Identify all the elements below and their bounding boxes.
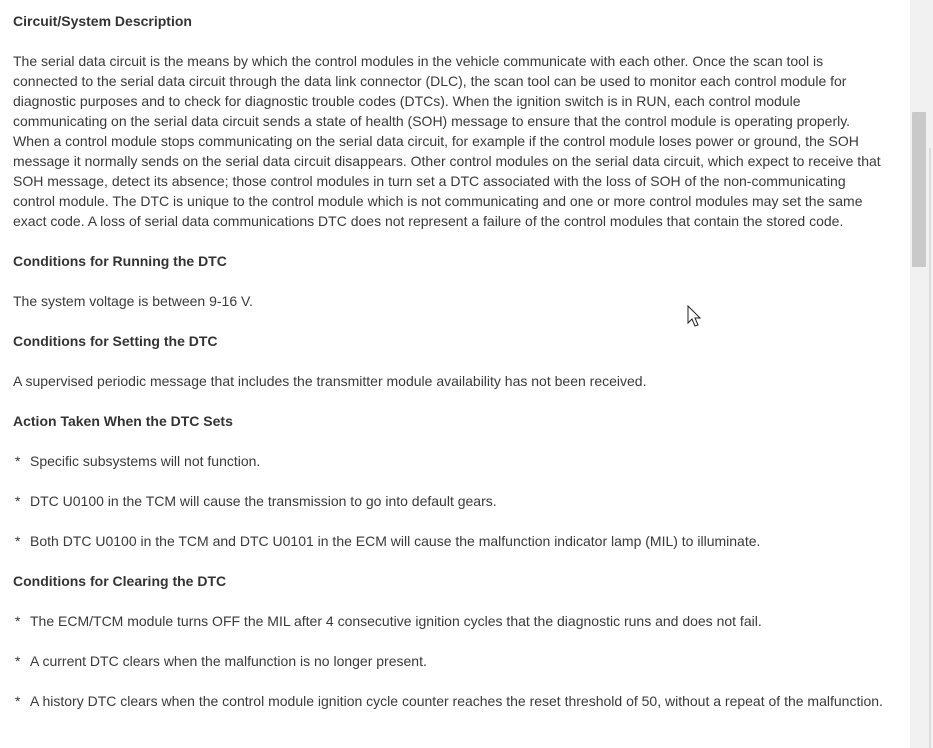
section-heading-running-conditions: Conditions for Running the DTC bbox=[13, 253, 227, 269]
circuit-description-paragraph: The serial data circuit is the means by which the control modules in the vehicle communicate with each other. Once the scan tool is connected to the serial data circuit through the data link connector (DLC), the scan tool can be used to monitor each control module for diagnostic purposes and to check for diagnostic trouble codes (DTCs). When the ignition switch is in RUN, each control module communicating on the serial data circuit sends a state of health (SOH) message to ensure that the control module is operating properly. When a control module stops communicating on the serial data circuit, for example if the control module loses power or ground, the SOH message it normally sends on the serial data circuit disappears. Other control modules on the serial data circuit, which expect to receive that SOH message, detect its absence; those control modules in turn set a DTC associated with the loss of SOH of the non-communicating control module. The DTC is unique to the control module which is not communicating and one or more control modules may set the same exact code. A loss of serial data communications DTC does not represent a failure of the control modules that contain the stored code. bbox=[13, 53, 881, 229]
section-heading-setting-conditions: Conditions for Setting the DTC bbox=[13, 333, 218, 349]
section-heading-clearing-conditions: Conditions for Clearing the DTC bbox=[13, 573, 227, 589]
list-item: * Specific subsystems will not function. bbox=[15, 453, 261, 469]
list-item: * A current DTC clears when the malfunction is no longer present. bbox=[15, 653, 427, 669]
setting-conditions-paragraph: A supervised periodic message that includes the transmitter module availability has not been received. bbox=[13, 373, 647, 389]
list-item: * A history DTC clears when the control module ignition cycle counter reaches the reset threshold of 50, without a repeat of the malfunction. bbox=[15, 693, 883, 709]
running-conditions-paragraph: The system voltage is between 9-16 V. bbox=[13, 293, 253, 309]
section-heading-action-taken: Action Taken When the DTC Sets bbox=[13, 413, 233, 429]
list-item: * Both DTC U0100 in the TCM and DTC U0101 in the ECM will cause the malfunction indicator lamp (MIL) to illuminate. bbox=[15, 533, 761, 549]
list-item: * DTC U0100 in the TCM will cause the transmission to go into default gears. bbox=[15, 493, 497, 509]
list-item: * The ECM/TCM module turns OFF the MIL after 4 consecutive ignition cycles that the diagnostic runs and does not fail. bbox=[15, 613, 762, 629]
scrollbar-rail bbox=[929, 148, 931, 748]
section-heading-circuit-description: Circuit/System Description bbox=[13, 13, 192, 29]
scrollbar-thumb[interactable] bbox=[912, 112, 926, 267]
document-body bbox=[13, 11, 890, 711]
mouse-pointer-icon bbox=[687, 305, 701, 327]
